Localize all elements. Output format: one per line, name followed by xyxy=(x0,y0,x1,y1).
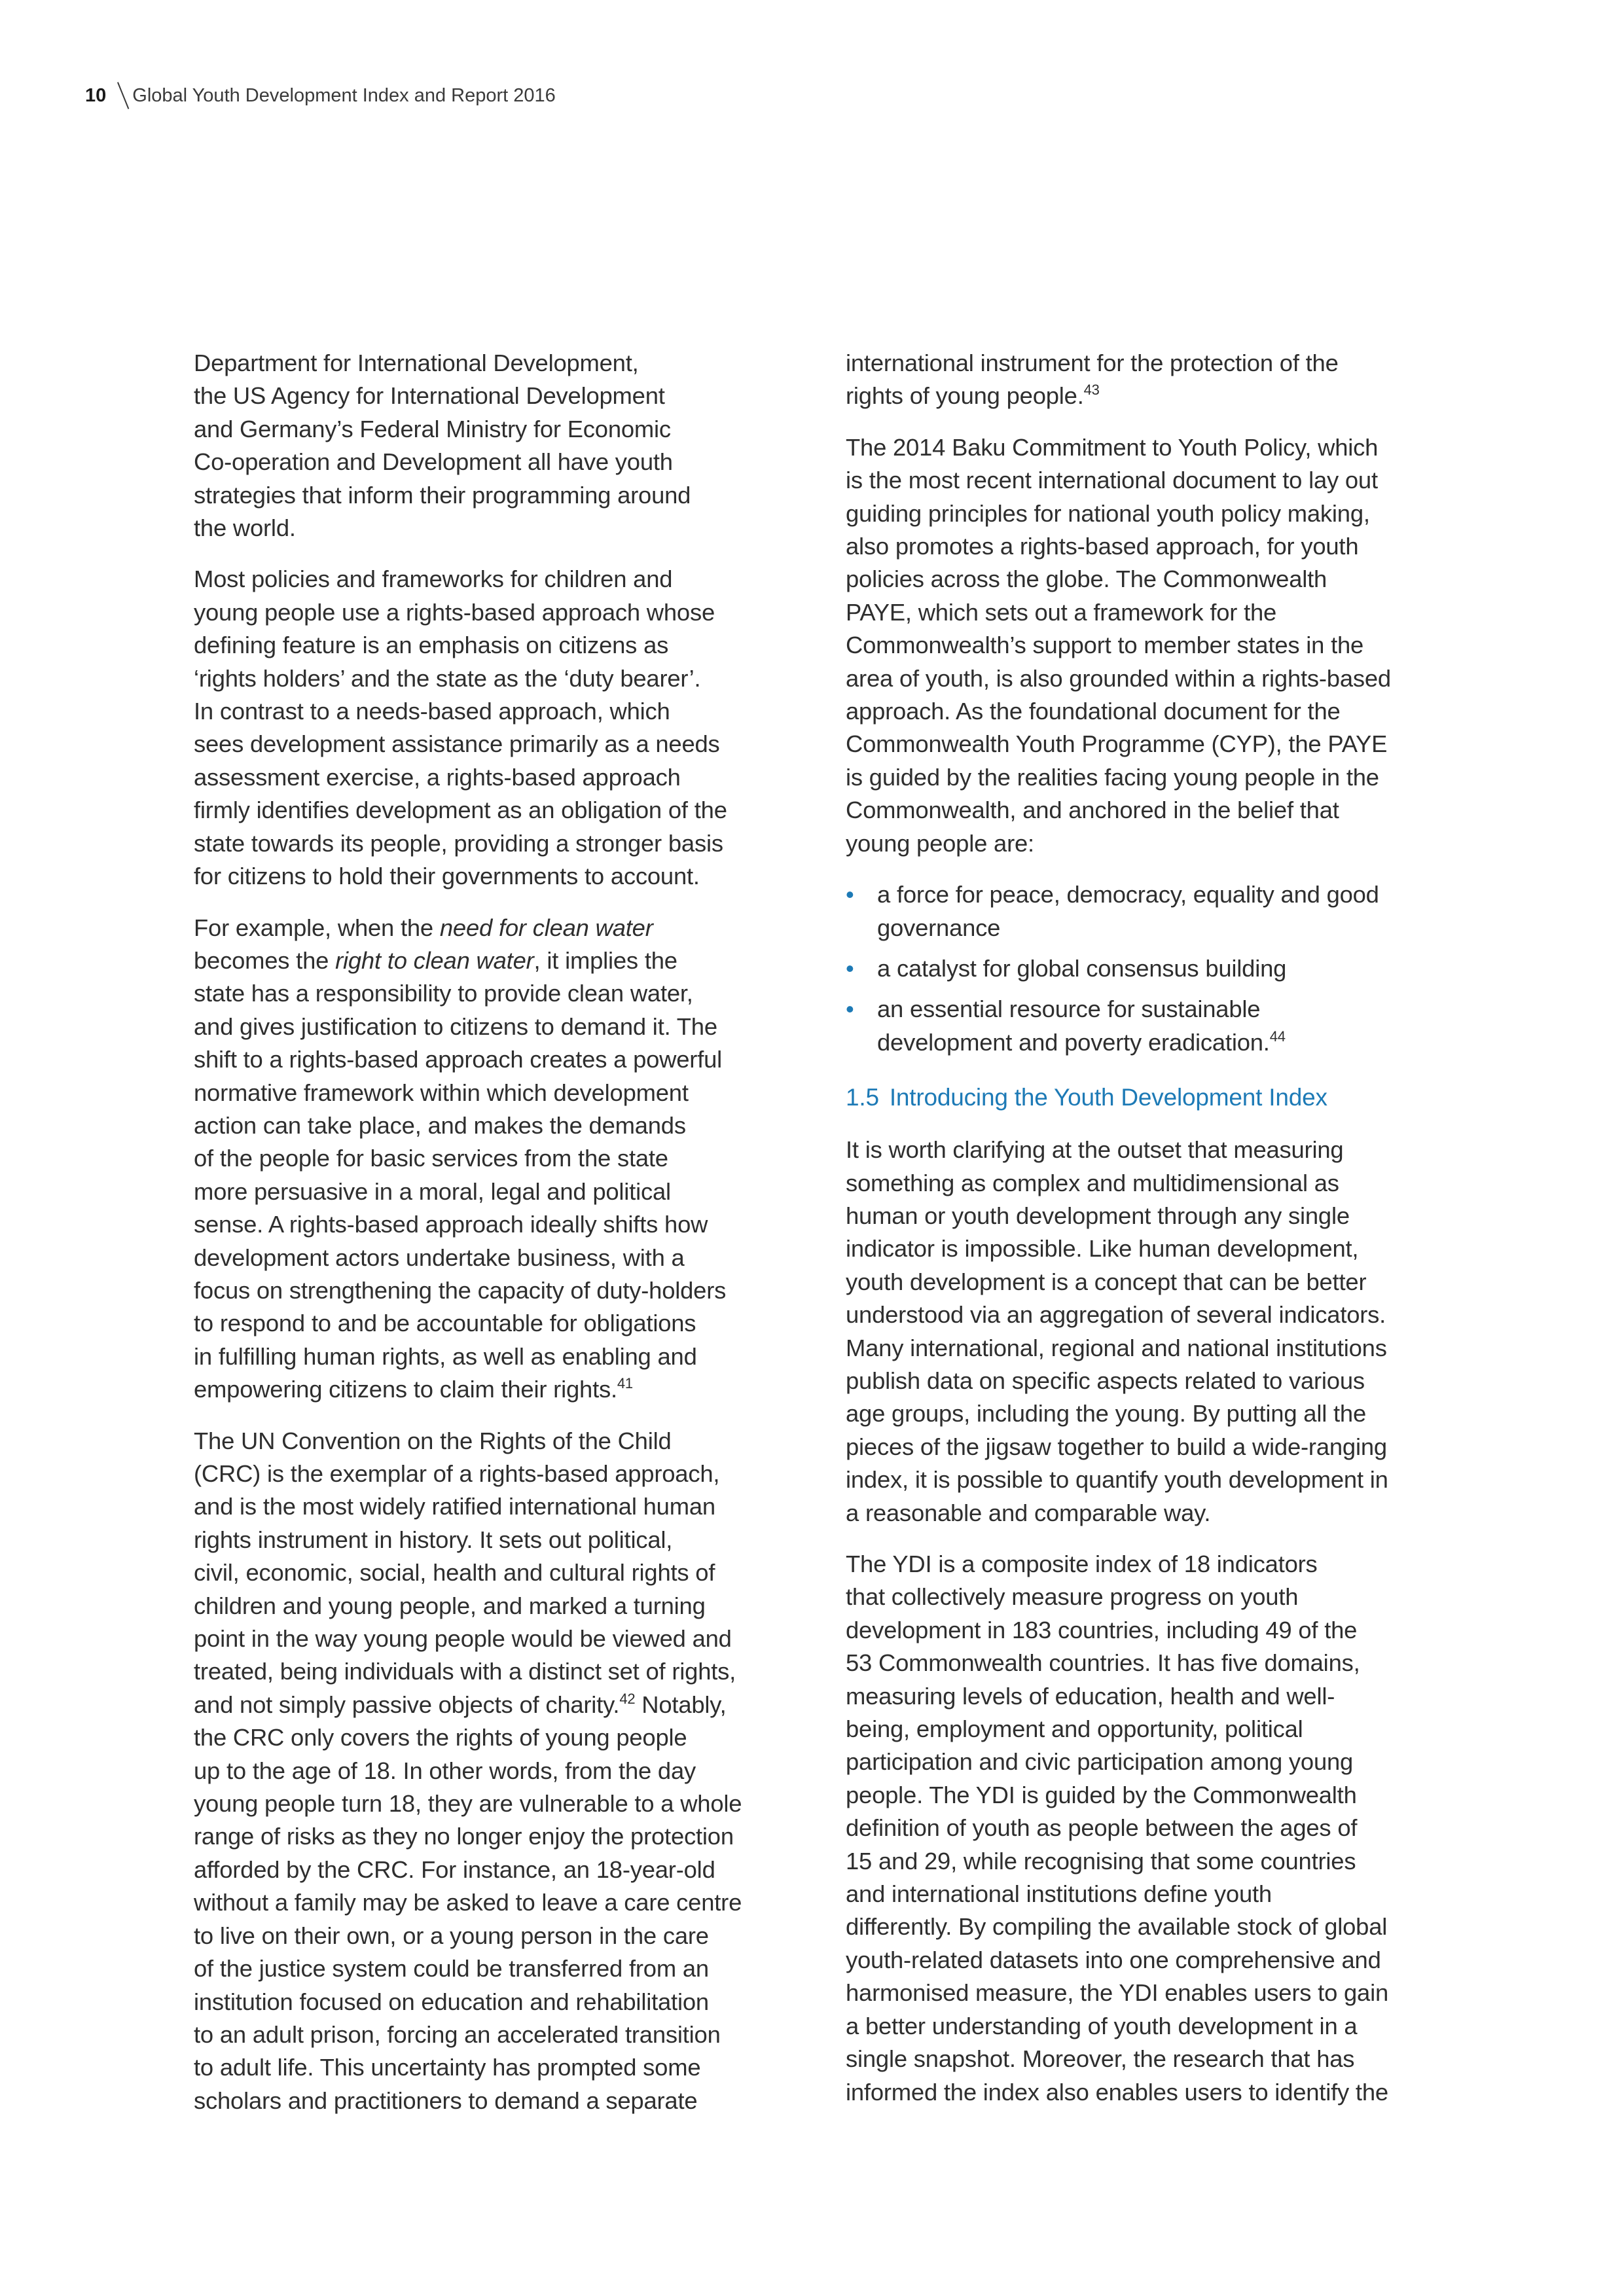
text-run: and not simply passive objects of charity. xyxy=(194,1691,620,1718)
text-line: is the most recent international document to lay out xyxy=(846,467,1378,494)
publication-title: Global Youth Development Index and Report 2016 xyxy=(132,85,556,106)
text-line: Many international, regional and national institutions xyxy=(846,1334,1387,1361)
text-run: rights of young people. xyxy=(846,382,1084,410)
text-line: publish data on specific aspects related to various xyxy=(846,1367,1365,1394)
text-line: defining feature is an emphasis on citizens as xyxy=(194,632,669,659)
text-line: people. The YDI is guided by the Commonwealth xyxy=(846,1781,1357,1808)
text-line: understood via an aggregation of several indicators. xyxy=(846,1301,1386,1329)
text-line: single snapshot. Moreover, the research that has xyxy=(846,2045,1355,2073)
text-line: more persuasive in a moral, legal and political xyxy=(194,1177,671,1205)
text-line: index, it is possible to quantify youth development in xyxy=(846,1466,1388,1494)
emphasis-text: right to clean water xyxy=(335,946,534,974)
footnote-ref[interactable]: 44 xyxy=(1269,1028,1286,1045)
text-line: strategies that inform their programming around xyxy=(194,481,691,509)
left-column xyxy=(194,347,803,2136)
text-line: Commonwealth Youth Programme (CYP), the PAYE xyxy=(846,730,1388,758)
text-line: rights instrument in history. It sets out political, xyxy=(194,1526,673,1553)
paragraph xyxy=(846,431,1454,860)
text-line: pieces of the jigsaw together to build a wide-ranging xyxy=(846,1433,1387,1460)
text-line: children and young people, and marked a turning xyxy=(194,1592,706,1619)
text-line: differently. By compiling the available stock of global xyxy=(846,1913,1388,1941)
text-line xyxy=(846,380,1454,412)
text-line: also promotes a rights-based approach, for youth xyxy=(846,533,1359,560)
text-line: human or youth development through any single xyxy=(846,1202,1350,1229)
text-line: the US Agency for International Development xyxy=(194,382,665,410)
text-line: firmly identifies development as an obligation of the xyxy=(194,797,727,824)
text-line: governance xyxy=(877,914,1001,941)
list-item xyxy=(846,952,1454,985)
text-line: a reasonable and comparable way. xyxy=(846,1499,1211,1526)
page-number: 10 xyxy=(85,85,107,106)
text-line: point in the way young people would be viewed and xyxy=(194,1625,732,1653)
text-line: youth-related datasets into one comprehensive and xyxy=(846,1946,1381,1973)
text-line: state has a responsibility to provide clean water, xyxy=(194,980,693,1007)
text-line xyxy=(877,1026,1454,1059)
text-line: area of youth, is also grounded within a rights-based xyxy=(846,664,1391,692)
text-line: in fulfilling human rights, as well as enabling and xyxy=(194,1342,697,1370)
text-line: to adult life. This uncertainty has prompted some xyxy=(194,2054,701,2081)
emphasis-text: need for clean water xyxy=(439,914,653,941)
bullet-icon: • xyxy=(846,996,854,1023)
text-line: afforded by the CRC. For instance, an 18-year-old xyxy=(194,1856,715,1883)
header-slash-divider xyxy=(113,82,123,109)
text-line: Commonwealth, and anchored in the belief that xyxy=(846,797,1339,824)
text-line: a catalyst for global consensus building xyxy=(877,954,1287,982)
text-line: normative framework within which development xyxy=(194,1079,689,1106)
text-line: approach. As the foundational document for the xyxy=(846,698,1341,725)
section-title: Introducing the Youth Development Index xyxy=(889,1084,1327,1111)
text-line: a better understanding of youth development in a xyxy=(846,2012,1358,2039)
text-line: assessment exercise, a rights-based approach xyxy=(194,763,681,791)
text-line: to respond to and be accountable for obligations xyxy=(194,1310,696,1337)
text-line: development actors undertake business, with a xyxy=(194,1244,685,1271)
text-line xyxy=(194,912,803,944)
text-line: measuring levels of education, health and well- xyxy=(846,1682,1335,1710)
text-line: development in 183 countries, including 49 of the xyxy=(846,1616,1358,1643)
text-line: and is the most widely ratified international human xyxy=(194,1493,715,1520)
footnote-ref[interactable]: 43 xyxy=(1083,382,1100,399)
text-line: action can take place, and makes the demands xyxy=(194,1111,686,1139)
text-line: and gives justification to citizens to demand it. The xyxy=(194,1013,717,1040)
right-column xyxy=(846,347,1454,2127)
list-item xyxy=(846,993,1454,1059)
text-line: is guided by the realities facing young people in the xyxy=(846,763,1379,791)
text-line: informed the index also enables users to identify the xyxy=(846,2078,1388,2106)
list-item xyxy=(846,878,1454,944)
footnote-ref[interactable]: 42 xyxy=(619,1690,636,1707)
bullet-icon: • xyxy=(846,881,854,908)
text-run: Notably, xyxy=(635,1691,727,1718)
text-run: For example, when the xyxy=(194,914,440,941)
text-line: The YDI is a composite index of 18 indicators xyxy=(846,1551,1318,1577)
text-line: guiding principles for national youth policy making, xyxy=(846,499,1370,527)
text-line: age groups, including the young. By putting all the xyxy=(846,1400,1366,1427)
text-line: young people are: xyxy=(846,829,1034,857)
text-line: civil, economic, social, health and cultural rights of xyxy=(194,1559,715,1587)
text-line: of the people for basic services from the state xyxy=(194,1145,668,1172)
text-line: a force for peace, democracy, equality and good xyxy=(877,881,1379,908)
text-line: sees development assistance primarily as a needs xyxy=(194,730,720,758)
text-line xyxy=(194,1373,803,1406)
text-line: It is worth clarifying at the outset that measuring xyxy=(846,1136,1344,1164)
paragraph xyxy=(846,347,1454,413)
text-line: institution focused on education and rehabilitation xyxy=(194,1988,709,2015)
text-line: up to the age of 18. In other words, from the day xyxy=(194,1757,696,1784)
text-line: Co-operation and Development all have youth xyxy=(194,448,673,476)
text-line: 15 and 29, while recognising that some countries xyxy=(846,1847,1356,1874)
text-line: focus on strengthening the capacity of duty-holders xyxy=(194,1276,727,1304)
text-line: for citizens to hold their governments to account. xyxy=(194,863,700,890)
text-line: to an adult prison, forcing an accelerated transition xyxy=(194,2020,721,2048)
text-line: range of risks as they no longer enjoy the protection xyxy=(194,1823,734,1850)
text-line: state towards its people, providing a stronger basis xyxy=(194,829,723,857)
text-line: shift to a rights-based approach creates a powerful xyxy=(194,1046,723,1073)
text-run: becomes the xyxy=(194,946,336,974)
bullet-list xyxy=(846,878,1454,1059)
text-line: of the justice system could be transferred from an xyxy=(194,1955,709,1982)
text-line: young people use a rights-based approach whose xyxy=(194,598,715,626)
text-line: sense. A rights-based approach ideally shifts how xyxy=(194,1211,708,1238)
text-line: Department for International Development, xyxy=(194,350,639,376)
text-line: PAYE, which sets out a framework for the xyxy=(846,598,1277,626)
paragraph xyxy=(194,912,803,1407)
text-line xyxy=(194,944,803,977)
bullet-icon: • xyxy=(846,954,854,982)
paragraph xyxy=(194,347,803,545)
paragraph xyxy=(846,1134,1454,1530)
text-line: definition of youth as people between the ages of xyxy=(846,1814,1358,1842)
text-line: The 2014 Baku Commitment to Youth Policy, which xyxy=(846,433,1379,461)
footnote-ref[interactable]: 41 xyxy=(617,1375,633,1392)
text-line: scholars and practitioners to demand a separate xyxy=(194,2087,698,2114)
section-number: 1.5 xyxy=(846,1084,879,1111)
text-line: In contrast to a needs-based approach, which xyxy=(194,698,670,725)
text-line: without a family may be asked to leave a care centre xyxy=(194,1889,742,1916)
text-line: 53 Commonwealth countries. It has five domains, xyxy=(846,1649,1360,1677)
text-line xyxy=(194,1689,803,1721)
text-line: indicator is impossible. Like human development, xyxy=(846,1235,1359,1263)
text-run: empowering citizens to claim their rights. xyxy=(194,1376,617,1403)
section-heading xyxy=(846,1081,1454,1114)
text-line: the CRC only covers the rights of young people xyxy=(194,1724,687,1751)
text-line: policies across the globe. The Commonwealth xyxy=(846,565,1327,593)
text-line: something as complex and multidimensional as xyxy=(846,1169,1339,1196)
text-line: being, employment and opportunity, political xyxy=(846,1715,1303,1743)
paragraph xyxy=(194,1425,803,2118)
paragraph xyxy=(194,563,803,893)
text-line: treated, being individuals with a distinct set of rights, xyxy=(194,1658,736,1685)
text-line: The UN Convention on the Rights of the Child xyxy=(194,1427,672,1454)
text-line: international instrument for the protection of the xyxy=(846,350,1339,376)
text-line: ‘rights holders’ and the state as the ‘duty bearer’. xyxy=(194,664,701,692)
text-line: and Germany’s Federal Ministry for Economic xyxy=(194,415,671,442)
text-line: young people turn 18, they are vulnerable to a whole xyxy=(194,1790,742,1818)
text-line: (CRC) is the exemplar of a rights-based approach, xyxy=(194,1460,720,1487)
text-line: that collectively measure progress on youth xyxy=(846,1583,1299,1611)
text-line: to live on their own, or a young person in the care xyxy=(194,1922,709,1949)
text-line: harmonised measure, the YDI enables users to gain xyxy=(846,1979,1389,2007)
text-line: Most policies and frameworks for children and xyxy=(194,565,673,593)
running-header xyxy=(85,82,556,109)
paragraph xyxy=(846,1548,1454,2109)
text-line: the world. xyxy=(194,514,296,542)
text-line: an essential resource for sustainable xyxy=(877,996,1261,1023)
text-run: development and poverty eradication. xyxy=(877,1028,1270,1056)
text-run: , it implies the xyxy=(533,946,677,974)
text-line: youth development is a concept that can be better xyxy=(846,1268,1367,1295)
text-line: and international institutions define youth xyxy=(846,1880,1272,1908)
text-line: participation and civic participation among young xyxy=(846,1748,1354,1776)
text-line: Commonwealth’s support to member states in the xyxy=(846,632,1364,659)
